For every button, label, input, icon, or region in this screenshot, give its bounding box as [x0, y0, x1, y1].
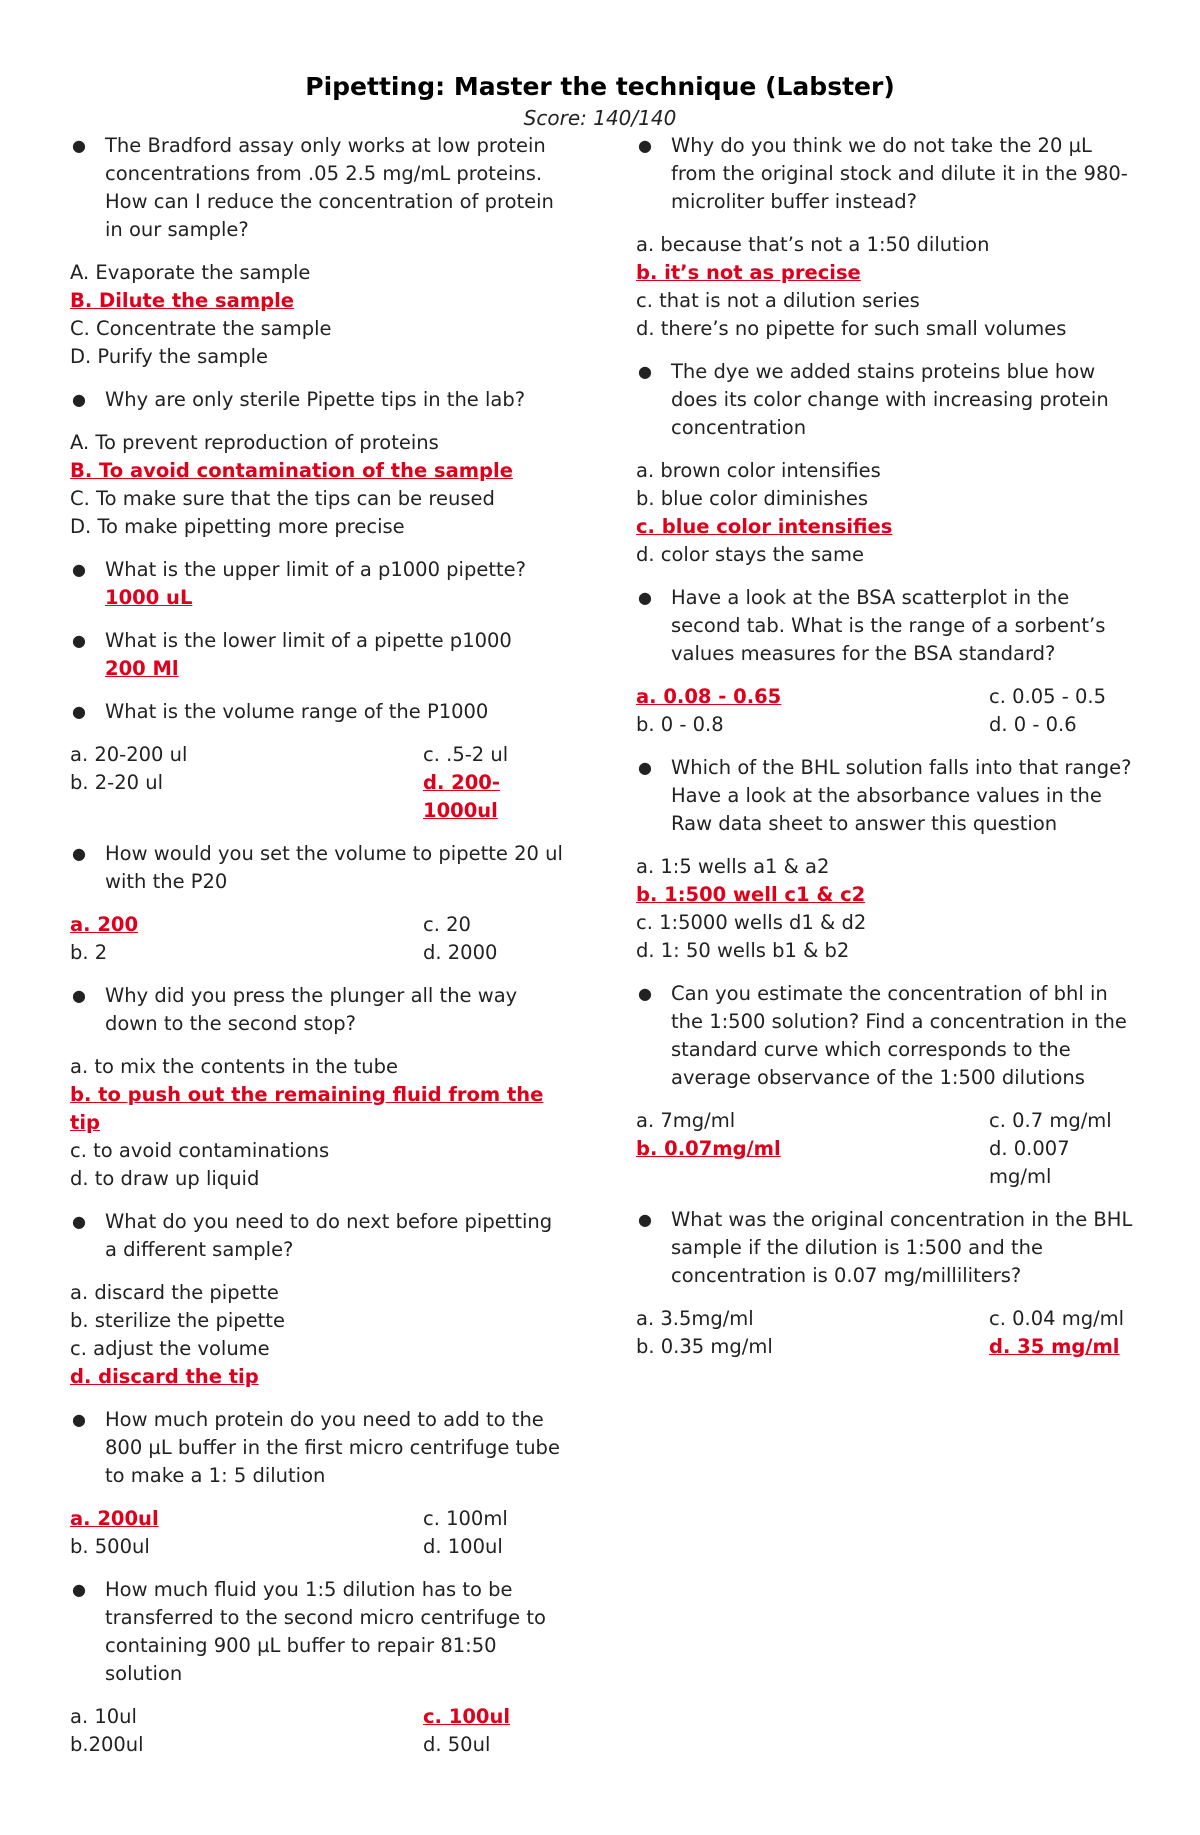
- question-block: [70, 386, 570, 541]
- question-text: [636, 132, 1136, 216]
- question-label: Why are only sterile Pipette tips in the lab?: [105, 388, 526, 411]
- bullet-icon: ●: [638, 136, 652, 155]
- answer-options: [636, 1107, 1136, 1191]
- bullet-icon: ●: [638, 362, 652, 381]
- answer-option: d. color stays the same: [636, 543, 864, 566]
- question-label: What is the lower limit of a pipette p1000: [105, 629, 512, 652]
- correct-answer-option: d. discard the tip: [70, 1365, 259, 1388]
- question-label: What was the original concentration in the BHL sample if the dilution is 1:500 and the concentration is 0.07 mg/milliliters?: [671, 1208, 1133, 1287]
- answer-options: [70, 741, 570, 825]
- question-label: What is the volume range of the P1000: [105, 700, 489, 723]
- question-text: [70, 982, 570, 1038]
- correct-answer-option: c. 100ul: [423, 1705, 511, 1728]
- correct-answer-option: B. To avoid contamination of the sample: [70, 459, 513, 482]
- question-block: [636, 584, 1136, 739]
- answer-option: b. 0.35 mg/ml: [636, 1335, 773, 1358]
- bullet-icon: ●: [638, 1210, 652, 1229]
- answer-option: c. 0.05 - 0.5: [989, 685, 1106, 708]
- question-label: The dye we added stains proteins blue how does its color change with increasing protein concentration: [671, 360, 1109, 439]
- correct-answer-option: b. it’s not as precise: [636, 261, 861, 284]
- answer-options: [70, 1053, 570, 1193]
- bullet-icon: ●: [72, 844, 86, 863]
- correct-answer-option: d. 35 mg/ml: [989, 1335, 1120, 1358]
- question-text: [70, 698, 570, 726]
- correct-answer-option: b. 0.07mg/ml: [636, 1137, 781, 1160]
- question-label: The Bradford assay only works at low protein concentrations from .05 2.5 mg/mL proteins. How can I reduce the concentration of protein in our sample?: [105, 134, 554, 241]
- correct-answer: 1000 uL: [105, 586, 193, 609]
- answer-option: c. 1:5000 wells d1 & d2: [636, 911, 867, 934]
- bullet-icon: ●: [72, 702, 86, 721]
- answer-option: c. that is not a dilution series: [636, 289, 920, 312]
- bullet-icon: ●: [72, 1410, 86, 1429]
- answer-option: c. .5-2 ul: [423, 743, 509, 766]
- answer-options: [70, 1279, 570, 1391]
- question-block: [636, 754, 1136, 965]
- answer-option: A. Evaporate the sample: [70, 261, 311, 284]
- answer-option: c. 100ml: [423, 1507, 508, 1530]
- correct-answer-option: d. 200-1000ul: [423, 771, 500, 822]
- answer-option: C. Concentrate the sample: [70, 317, 332, 340]
- answer-option: d. 0 - 0.6: [989, 713, 1077, 736]
- answer-option: d. 2000: [423, 941, 498, 964]
- bullet-icon: ●: [638, 984, 652, 1003]
- answer-option: c. to avoid contaminations: [70, 1139, 330, 1162]
- answer-options: [636, 1305, 1136, 1361]
- question-label: Have a look at the BSA scatterplot in the second tab. What is the range of a sorbent’s values measures for the BSA standard?: [671, 586, 1106, 665]
- question-label: What is the upper limit of a p1000 pipette?: [105, 558, 526, 581]
- correct-answer-option: a. 200ul: [70, 1507, 159, 1530]
- document-title: Pipetting: Master the technique (Labster): [305, 72, 895, 101]
- answer-options: [636, 457, 1136, 569]
- question-label: What do you need to do next before pipetting a different sample?: [105, 1210, 553, 1261]
- correct-answer-option: a. 0.08 - 0.65: [636, 685, 782, 708]
- left-column: [70, 132, 570, 1774]
- question-text: [70, 132, 570, 244]
- question-block: [70, 556, 570, 612]
- question-label: How much fluid you 1:5 dilution has to be transferred to the second micro centrifuge to containing 900 µL buffer to repair 81:50 solution: [105, 1578, 546, 1685]
- answer-option: d. 50ul: [423, 1733, 491, 1756]
- answer-option: c. 0.04 mg/ml: [989, 1307, 1125, 1330]
- answer-option: d. to draw up liquid: [70, 1167, 260, 1190]
- correct-answer-option: c. blue color intensifies: [636, 515, 893, 538]
- answer-option: D. Purify the sample: [70, 345, 268, 368]
- answer-option: b. sterilize the pipette: [70, 1309, 285, 1332]
- answer-option: C. To make sure that the tips can be reused: [70, 487, 495, 510]
- question-label: How much protein do you need to add to the 800 µL buffer in the first micro centrifuge tube to make a 1: 5 dilution: [105, 1408, 560, 1487]
- answer-option: a. 1:5 wells a1 & a2: [636, 855, 830, 878]
- answer-options: [70, 1703, 570, 1759]
- question-text: [636, 754, 1136, 838]
- question-text: [70, 627, 570, 683]
- question-block: [70, 1576, 570, 1759]
- answer-option: d. 0.007 mg/ml: [989, 1137, 1070, 1188]
- answer-option: b. 2: [70, 941, 108, 964]
- question-text: [636, 584, 1136, 668]
- answer-option: b. blue color diminishes: [636, 487, 869, 510]
- question-label: How would you set the volume to pipette 20 ul with the P20: [105, 842, 563, 893]
- question-label: Which of the BHL solution falls into that range? Have a look at the absorbance values in the Raw data sheet to answer this question: [671, 756, 1132, 835]
- bullet-icon: ●: [72, 1212, 86, 1231]
- question-block: [70, 1406, 570, 1561]
- question-block: [70, 698, 570, 825]
- answer-option: a. to mix the contents in the tube: [70, 1055, 399, 1078]
- question-block: [70, 132, 570, 371]
- question-text: [70, 840, 570, 896]
- correct-answer-option: b. to push out the remaining fluid from the tip: [70, 1083, 544, 1134]
- question-text: [70, 386, 570, 414]
- answer-option: b.200ul: [70, 1733, 144, 1756]
- answer-option: A. To prevent reproduction of proteins: [70, 431, 439, 454]
- question-text: [70, 556, 570, 612]
- answer-option: a. 20-200 ul: [70, 743, 188, 766]
- correct-answer-option: b. 1:500 well c1 & c2: [636, 883, 866, 906]
- answer-option: b. 2-20 ul: [70, 771, 164, 794]
- answer-options: [70, 429, 570, 541]
- answer-option: a. brown color intensifies: [636, 459, 881, 482]
- answer-options: [636, 853, 1136, 965]
- question-text: [70, 1406, 570, 1490]
- bullet-icon: ●: [638, 588, 652, 607]
- correct-answer: 200 Ml: [105, 657, 179, 680]
- score-line: Score: 140/140: [523, 106, 677, 130]
- answer-option: D. To make pipetting more precise: [70, 515, 405, 538]
- answer-option: d. 1: 50 wells b1 & b2: [636, 939, 850, 962]
- answer-option: a. 10ul: [70, 1705, 137, 1728]
- answer-option: d. 100ul: [423, 1535, 503, 1558]
- answer-options: [636, 683, 1136, 739]
- question-text: [636, 358, 1136, 442]
- answer-option: a. 3.5mg/ml: [636, 1307, 754, 1330]
- bullet-icon: ●: [72, 631, 86, 650]
- bullet-icon: ●: [638, 758, 652, 777]
- question-block: [636, 132, 1136, 343]
- answer-option: c. 0.7 mg/ml: [989, 1109, 1112, 1132]
- bullet-icon: ●: [72, 390, 86, 409]
- question-label: Why do you think we do not take the 20 µL from the original stock and dilute it in the 980-microliter buffer instead?: [671, 134, 1128, 213]
- question-text: [636, 980, 1136, 1092]
- bullet-icon: ●: [72, 136, 86, 155]
- question-block: [70, 1208, 570, 1391]
- question-block: [70, 840, 570, 967]
- answer-options: [70, 1505, 570, 1561]
- answer-options: [636, 231, 1136, 343]
- question-block: [70, 982, 570, 1193]
- answer-option: c. 20: [423, 913, 471, 936]
- question-text: [70, 1208, 570, 1264]
- question-block: [70, 627, 570, 683]
- answer-option: c. adjust the volume: [70, 1337, 270, 1360]
- answer-option: b. 500ul: [70, 1535, 150, 1558]
- correct-answer-option: a. 200: [70, 913, 139, 936]
- right-column: [636, 132, 1136, 1376]
- question-text: [636, 1206, 1136, 1290]
- bullet-icon: ●: [72, 1580, 86, 1599]
- answer-option: a. 7mg/ml: [636, 1109, 736, 1132]
- bullet-icon: ●: [72, 560, 86, 579]
- answer-option: a. discard the pipette: [70, 1281, 279, 1304]
- correct-answer-option: B. Dilute the sample: [70, 289, 295, 312]
- question-label: Can you estimate the concentration of bhl in the 1:500 solution? Find a concentration in the standard curve which corresponds to the average observance of the 1:500 dilutions: [671, 982, 1127, 1089]
- question-text: [70, 1576, 570, 1688]
- answer-option: d. there’s no pipette for such small volumes: [636, 317, 1067, 340]
- question-block: [636, 1206, 1136, 1361]
- answer-options: [70, 911, 570, 967]
- question-block: [636, 980, 1136, 1191]
- answer-options: [70, 259, 570, 371]
- question-block: [636, 358, 1136, 569]
- bullet-icon: ●: [72, 986, 86, 1005]
- question-label: Why did you press the plunger all the way down to the second stop?: [105, 984, 518, 1035]
- answer-option: a. because that’s not a 1:50 dilution: [636, 233, 990, 256]
- answer-option: b. 0 - 0.8: [636, 713, 724, 736]
